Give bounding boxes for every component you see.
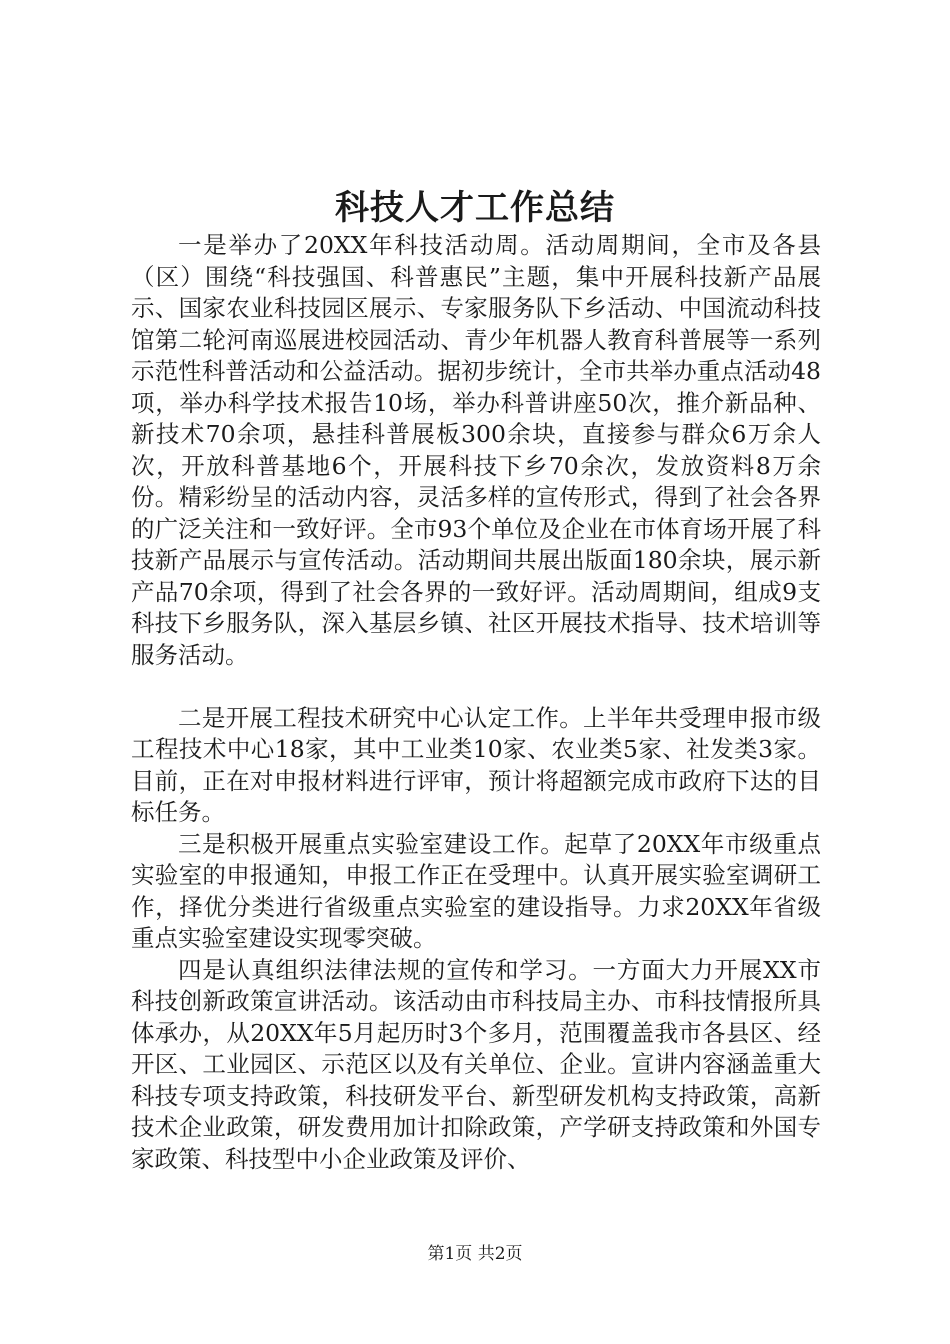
page-number-footer: 第1页 共2页 [427,1244,523,1264]
paragraph-4: 四是认真组织法律法规的宣传和学习。一方面大力开展XX市科技创新政策宣讲活动。该活动由市科技局主办、市科技情报所具体承办，从20XX年5月起历时3个多月，范围覆盖我市各县区、经开区、工业园区、示范区以及有关单位、企业。宣讲内容涵盖重大科技专项支持政策，科技研发平台、新型研发机构支持政策，高新技术企业政策，研发费用加计扣除政策，产学研支持政策和外国专家政策、科技型中小企业政策及评价、 [131,955,821,1173]
paragraph-1: 一是举办了20XX年科技活动周。活动周期间，全市及各县（区）围绕“科技强国、科普惠民”主题，集中开展科技新产品展示、国家农业科技园区展示、专家服务队下乡活动、中国流动科技馆第二轮河南巡展进校园活动、青少年机器人教育科普展等一系列示范性科普活动和公益活动。据初步统计，全市共举办重点活动48项，举办科学技术报告10场，举办科普讲座50次，推介新品种、新技术70余项，悬挂科普展板300余块，直接参与群众6万余人次，开放科普基地6个，开展科技下乡70余次，发放资料8万余份。精彩纷呈的活动内容，灵活多样的宣传形式，得到了社会各界的广泛关注和一致好评。全市93个单位及企业在市体育场开展了科技新产品展示与宣传活动。活动期间共展出版面180余块，展示新产品70余项，得到了社会各界的一致好评。活动周期间，组成9支科技下乡服务队，深入基层乡镇、社区开展技术指导、技术培训等服务活动。 [131,231,821,669]
document-title: 科技人才工作总结 [335,188,615,228]
paragraph-2: 二是开展工程技术研究中心认定工作。上半年共受理申报市级工程技术中心18家，其中工业类10家、农业类5家、社发类3家。目前，正在对申报材料进行评审，预计将超额完成市政府下达的目标任务。 [131,703,821,826]
paragraph-3: 三是积极开展重点实验室建设工作。起草了20XX年市级重点实验室的申报通知，申报工作正在受理中。认真开展实验室调研工作，择优分类进行省级重点实验室的建设指导。力求20XX年省级重点实验室建设实现零突破。 [131,829,821,952]
paragraph-gap [131,671,821,703]
document-body [131,230,821,1175]
